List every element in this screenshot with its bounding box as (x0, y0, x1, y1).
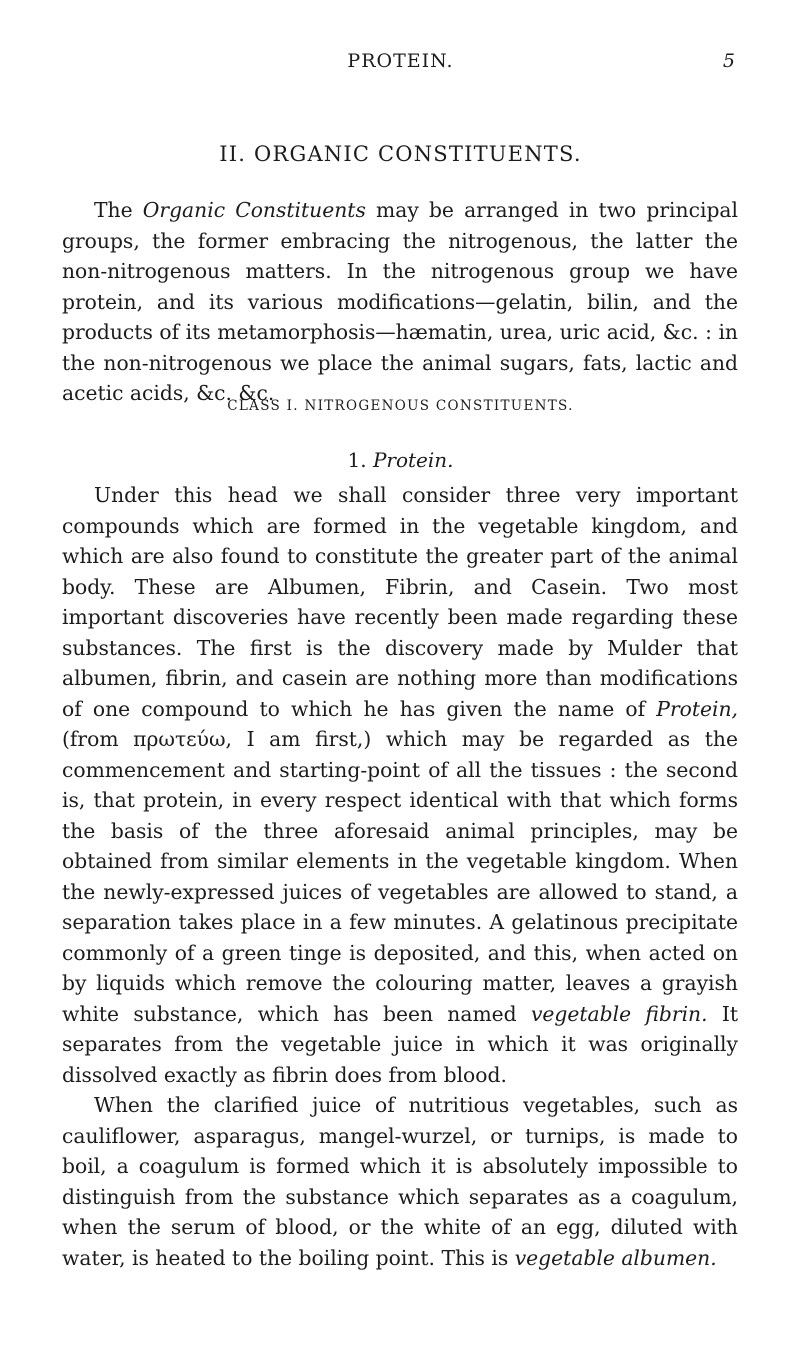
p1-vegetable-fibrin: vegetable fibrin. (530, 1001, 708, 1026)
intro-pre: The (94, 198, 143, 222)
p1-protein-italic: Protein, (656, 696, 738, 721)
p1-part2: (from (62, 727, 134, 751)
intro-text (62, 195, 738, 409)
intro-paragraph (62, 195, 738, 409)
p1-part1: Under this head we shall consider three very important compounds which are formed in the vegetable kingdom, and which are also found to constitute the greater part of the animal body. These are Albumen, Fibrin, and Casein. Two most important discoveries have recently been made regarding these substances. The first is the discovery made by Mulder that albumen, fibrin, and casein are nothing more than modifications of one compound to which he has given the name of (62, 483, 738, 721)
subheading-protein (0, 448, 801, 472)
paragraph-2 (62, 1090, 738, 1273)
running-head-title: PROTEIN. (347, 50, 454, 72)
p2-vegetable-albumen: vegetable albumen. (514, 1245, 717, 1270)
subheading-number: 1. (347, 448, 373, 472)
p1-greek-word: πρωτεύω (133, 727, 226, 751)
page-number: 5 (722, 50, 735, 72)
section-heading: II. ORGANIC CONSTITUENTS. (219, 142, 582, 166)
class-heading: CLASS I. NITROGENOUS CONSTITUENTS. (227, 398, 574, 414)
p2-part1: When the clarified juice of nutritious vegetables, such as cauliflower, asparagus, mangel-wurzel, or turnips, is made to boil, a coagulum is formed which it is absolutely impossible to distinguish from the substance which separates as a coagulum, when the serum of blood, or the white of an egg, diluted with water, is heated to the boiling point. This is (62, 1093, 738, 1270)
intro-lead-italic: Organic Constituents (142, 198, 366, 222)
intro-rest: may be arranged in two principal groups, the former embracing the nitrogenous, the latter the non-nitrogenous matters. In the nitrogenous group we have protein, and its various modifications—gelatin, bilin, and the products of its metamorphosis—hæmatin, urea, uric acid, &c. : in the non-nitrogenous we place the animal sugars, fats, lactic and acetic acids, &c. &c. (62, 198, 739, 405)
p1-part4: It separates from the vegetable juice in which it was originally dissolved exactly as fibrin does from blood. (62, 1001, 738, 1087)
paragraph-1 (62, 480, 738, 1090)
running-head (0, 50, 801, 80)
p1-part3: , I am first,) which may be regarded as the commencement and starting-point of all the tissues : the second is, that protein, in every respect identical with that which forms the basis of the three aforesaid animal principles, may be obtained from similar elements in the vegetable kingdom. When the newly-expressed juices of vegetables are allowed to stand, a separation takes place in a few minutes. A gelatinous precipitate commonly of a green tinge is deposited, and this, when acted on by liquids which remove the colouring matter, leaves a grayish white substance, which has been named (62, 727, 738, 1026)
body-text (62, 480, 738, 1273)
subheading-title: Protein. (372, 448, 454, 472)
